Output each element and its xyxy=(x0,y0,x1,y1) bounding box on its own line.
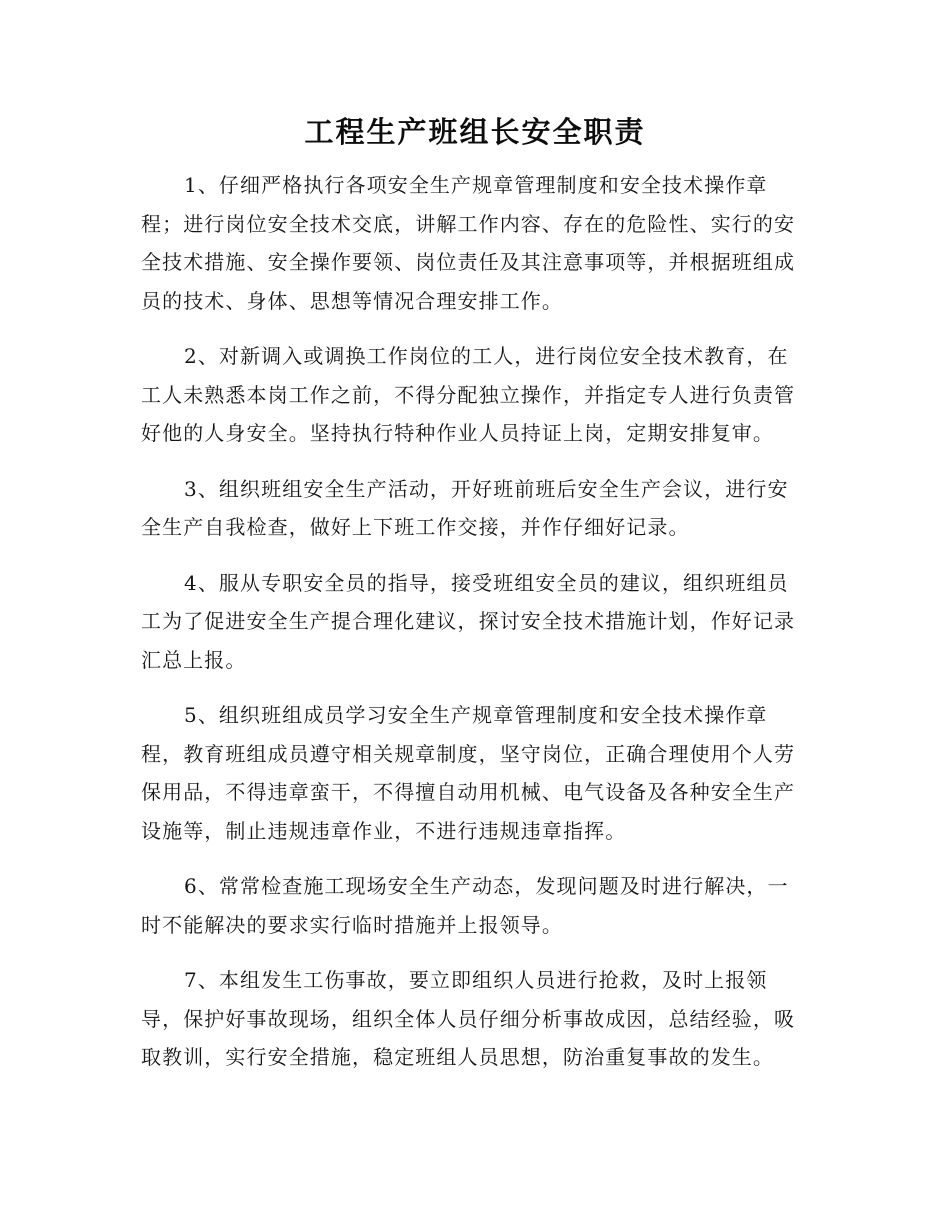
paragraph-5: 5、组织班组成员学习安全生产规章管理制度和安全技术操作章程，教育班组成员遵守相关规章制度，坚守岗位，正确合理使用个人劳保用品，不得违章蛮干，不得擅自动用机械、电气设备及各种安全生产设施等，制止违规违章作业，不进行违规违章指挥。 xyxy=(141,703,796,843)
paragraph-1: 1、仔细严格执行各项安全生产规章管理制度和安全技术操作章程；进行岗位安全技术交底，讲解工作内容、存在的危险性、实行的安全技术措施、安全操作要领、岗位责任及其注意事项等，并根据班组成员的技术、身体、思想等情况合理安排工作。 xyxy=(141,173,796,313)
paragraph-7: 7、本组发生工伤事故，要立即组织人员进行抢救，及时上报领导，保护好事故现场，组织全体人员仔细分析事故成因，总结经验，吸取教训，实行安全措施，稳定班组人员思想，防治重复事故的发生。 xyxy=(141,968,796,1069)
paragraph-4: 4、服从专职安全员的指导，接受班组安全员的建议，组织班组员工为了促进安全生产提合理化建议，探讨安全技术措施计划，作好记录汇总上报。 xyxy=(141,570,796,672)
document-body xyxy=(141,166,809,1077)
paragraph-3: 3、组织班组安全生产活动，开好班前班后安全生产会议，进行安全生产自我检查，做好上下班工作交接，并作仔细好记录。 xyxy=(141,476,789,539)
paragraph-6: 6、常常检查施工现场安全生产动态，发现问题及时进行解决，一时不能解决的要求实行临时措施并上报领导。 xyxy=(141,874,789,937)
paragraph-2: 2、对新调入或调换工作岗位的工人，进行岗位安全技术教育，在工人未熟悉本岗工作之前，不得分配独立操作，并指定专人进行负责管好他的人身安全。坚持执行特种作业人员持证上岗，定期安排复审。 xyxy=(141,344,796,445)
document-title: 工程生产班组长安全职责 xyxy=(304,115,646,149)
